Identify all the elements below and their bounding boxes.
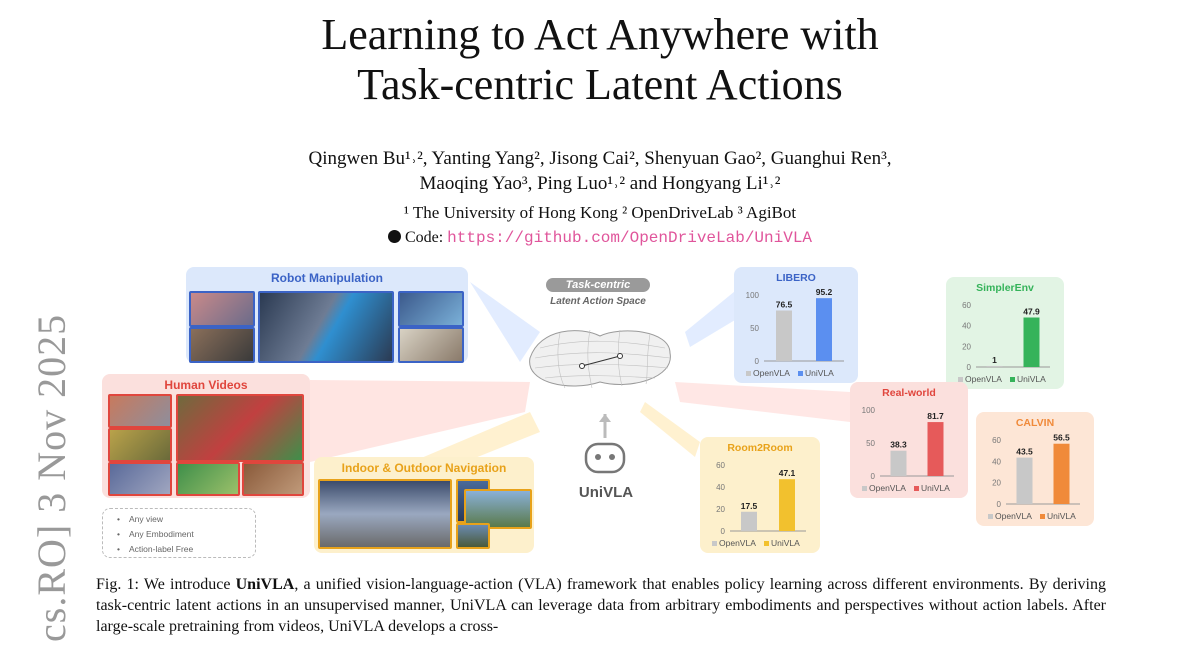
title-line-1: Learning to Act Anywhere with — [321, 10, 879, 59]
authors-line-1: Qingwen Bu¹˒², Yanting Yang², Jisong Cai², Shenyuan Gao², Guanghui Ren³, — [308, 148, 892, 169]
human-image-6 — [242, 462, 304, 496]
figure-caption — [96, 574, 1106, 637]
navigation-title: Indoor & Outdoor Navigation — [341, 461, 507, 475]
authors-line-2: Maoqing Yao³, Ping Luo¹˒² and Hongyang Li¹˒² — [419, 173, 781, 194]
chart-title: SimplerEnv — [976, 282, 1034, 294]
bar-value-label: 81.7 — [927, 411, 944, 422]
human-videos-title: Human Videos — [164, 378, 248, 392]
tick-label: 60 — [992, 436, 1001, 445]
legend-swatch — [1040, 514, 1045, 519]
latent-space-subtitle: Latent Action Space — [550, 296, 646, 307]
robot-image-5 — [398, 327, 464, 363]
tick-label: 40 — [992, 457, 1001, 467]
univla-robot-icon — [580, 414, 630, 484]
tick-label: 60 — [716, 461, 725, 470]
legend-label: OpenVLA — [869, 483, 906, 493]
human-image-2 — [108, 428, 172, 462]
calvin-chart-panel — [976, 412, 1094, 526]
nav-image-4 — [456, 523, 490, 549]
caption-bold: UniVLA — [235, 576, 295, 593]
arxiv-stamp-text: cs.RO] 3 Nov 2025 — [29, 313, 74, 642]
human-image-1 — [108, 394, 172, 428]
legend-label: UniVLA — [771, 538, 800, 548]
property-list — [102, 508, 256, 558]
code-label: Code: — [404, 229, 444, 246]
human-image-5 — [176, 462, 240, 496]
human-videos-panel — [102, 374, 310, 498]
bar — [1024, 318, 1040, 367]
legend-swatch — [914, 486, 919, 491]
bar-value-label: 95.2 — [815, 287, 833, 298]
latent-manifold — [520, 318, 680, 398]
tick-label: 0 — [996, 500, 1001, 509]
code-line — [0, 229, 1200, 247]
tick-label: 100 — [861, 406, 875, 415]
tick-label: 20 — [716, 505, 725, 514]
tick-label: 0 — [754, 357, 759, 366]
realworld-chart-panel — [850, 382, 968, 498]
human-image-4 — [176, 394, 304, 462]
tick-label: 100 — [745, 291, 759, 300]
caption-prefix: Fig. 1: We introduce — [96, 576, 236, 593]
legend-label: UniVLA — [805, 368, 834, 378]
bar-value-label: 1 — [992, 354, 997, 365]
legend-label: OpenVLA — [753, 368, 790, 378]
paper-title — [0, 10, 1200, 110]
figure-1 — [100, 262, 1100, 562]
legend-swatch — [1010, 377, 1015, 382]
legend-swatch — [798, 371, 803, 376]
robot-image-3 — [258, 291, 394, 363]
property-item: Action-label Free — [129, 544, 194, 554]
bar — [779, 479, 795, 531]
affiliations: ¹ The University of Hong Kong ² OpenDriveLab ³ AgiBot — [403, 203, 797, 222]
libero-chart — [734, 267, 858, 383]
bar-value-label: 17.5 — [740, 500, 758, 511]
bar — [776, 311, 792, 361]
realworld-chart — [850, 382, 968, 498]
robot-manipulation-panel — [186, 267, 468, 363]
bar-value-label: 76.5 — [775, 299, 793, 310]
libero-chart-panel — [734, 267, 858, 383]
github-icon — [388, 230, 401, 243]
human-image-3 — [108, 462, 172, 496]
tick-label: 20 — [962, 342, 971, 352]
bar — [1054, 444, 1070, 504]
calvin-chart — [976, 412, 1094, 526]
robot-image-1 — [189, 291, 255, 327]
title-line-2: Task-centric Latent Actions — [357, 60, 843, 109]
author-list — [0, 146, 1200, 196]
bar-value-label: 43.5 — [1016, 446, 1033, 457]
legend-swatch — [988, 514, 993, 519]
bar-value-label: 38.3 — [890, 439, 907, 450]
legend-label: OpenVLA — [719, 538, 756, 548]
legend-label: OpenVLA — [965, 374, 1002, 384]
bar-value-label: 47.1 — [778, 468, 796, 479]
nav-image-1 — [318, 479, 452, 549]
latent-space-badge — [546, 278, 650, 292]
legend-swatch — [862, 486, 867, 491]
tick-label: 50 — [866, 439, 875, 448]
room2room-chart — [700, 437, 820, 553]
bar — [891, 451, 907, 476]
legend-label: UniVLA — [1047, 511, 1076, 521]
tick-label: 50 — [750, 324, 759, 333]
tick-label: 60 — [962, 301, 971, 310]
latent-space-badge-text: Task-centric — [565, 279, 631, 291]
robot-image-2 — [189, 327, 255, 363]
legend-label: UniVLA — [921, 483, 950, 493]
room2room-chart-panel — [700, 437, 820, 553]
chart-title: LIBERO — [776, 272, 816, 284]
caption-rest: , a unified vision-language-action (VLA) framework that enables policy learning across different environments. By deriving task-centric latent actions in an unsupervised manner, UniVLA can leverage data from arbitrary embodiments and perspectives without action labels. After large-scale pretraining from videos, UniVLA develops a cross- — [96, 576, 1107, 635]
bar-value-label: 56.5 — [1053, 432, 1070, 443]
tick-label: 0 — [966, 363, 971, 372]
legend-swatch — [712, 541, 717, 546]
legend-label: OpenVLA — [995, 511, 1032, 521]
bar — [928, 422, 944, 476]
tick-label: 40 — [716, 483, 725, 492]
legend-swatch — [746, 371, 751, 376]
robot-image-4 — [398, 291, 464, 327]
tick-label: 0 — [720, 527, 725, 536]
property-item: Any Embodiment — [129, 529, 194, 539]
legend-swatch — [764, 541, 769, 546]
robot-manipulation-title: Robot Manipulation — [271, 271, 383, 285]
bullet-dots: • • • — [117, 514, 120, 554]
bar — [816, 298, 832, 361]
navigation-panel — [314, 457, 534, 553]
simplerenv-chart-panel — [946, 277, 1064, 389]
bar-value-label: 47.9 — [1023, 306, 1040, 317]
chart-title: Real-world — [882, 387, 936, 399]
chart-title: Room2Room — [727, 442, 793, 454]
chart-title: CALVIN — [1015, 417, 1055, 429]
arxiv-stamp — [20, 313, 74, 642]
simplerenv-chart — [946, 277, 1064, 389]
tick-label: 0 — [870, 472, 875, 481]
property-item: Any view — [129, 514, 164, 524]
tick-label: 20 — [992, 478, 1001, 488]
univla-label: UniVLA — [578, 484, 634, 501]
legend-label: UniVLA — [1017, 374, 1046, 384]
tick-label: 40 — [962, 321, 971, 331]
code-url-link[interactable]: https://github.com/OpenDriveLab/UniVLA — [447, 229, 813, 247]
bar — [987, 366, 1003, 367]
bar — [741, 512, 757, 531]
bar — [1017, 458, 1033, 504]
